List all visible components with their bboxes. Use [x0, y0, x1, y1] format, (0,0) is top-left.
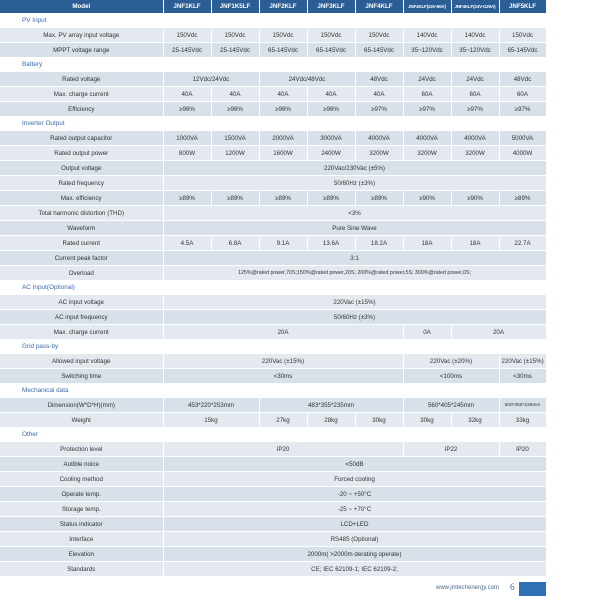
cell: ≥96% [163, 102, 211, 117]
cell: 35~120Vdc [403, 43, 451, 58]
table-row [0, 295, 546, 310]
row-label: Rated output capacitor [0, 131, 163, 146]
footer-website: www.jmtechenergy.com [436, 585, 499, 591]
row-label: Operate temp. [0, 487, 163, 502]
cell: 48Vdc [355, 72, 403, 87]
cell: ≥90% [403, 191, 451, 206]
section-row [0, 428, 546, 442]
cell: 140Vdc [403, 28, 451, 43]
cell: 4000W [499, 146, 546, 161]
cell: 4000VA [451, 131, 499, 146]
cell: 453*220*253mm [163, 398, 259, 413]
cell: ≥89% [355, 191, 403, 206]
table-row [0, 354, 546, 369]
row-label: Rated output power [0, 146, 163, 161]
model-col: JNF5KLF [499, 0, 546, 14]
cell: <3% [163, 206, 546, 221]
cell: 150Vdc [259, 28, 307, 43]
row-label: Overload [0, 266, 163, 281]
table-row [0, 146, 546, 161]
table-row [0, 251, 546, 266]
cell: 9.1A [259, 236, 307, 251]
table-row [0, 87, 546, 102]
table-row [0, 206, 546, 221]
cell: ≥96% [259, 102, 307, 117]
cell: 2000m( >2000m derating operate) [163, 547, 546, 562]
cell: 60A [451, 87, 499, 102]
section-ac-input: AC Input(Optional) [0, 281, 546, 295]
table-header-row [0, 0, 546, 14]
section-other: Other [0, 428, 546, 442]
cell: 65-145Vdc [355, 43, 403, 58]
cell: 150Vdc [499, 28, 546, 43]
cell: 40A [307, 87, 355, 102]
model-col: JNF1K5LF [211, 0, 259, 14]
row-label: Max. efficiency [0, 191, 163, 206]
cell: 4000VA [355, 131, 403, 146]
cell: 22.7A [499, 236, 546, 251]
cell: 65-145Vdc [259, 43, 307, 58]
cell: ≥96% [307, 102, 355, 117]
cell: ≥90% [451, 191, 499, 206]
cell: 18.2A [355, 236, 403, 251]
row-label: AC input voltage [0, 295, 163, 310]
row-label: Allowed input voltage [0, 354, 163, 369]
cell: Pure Sine Wave [163, 221, 546, 236]
cell: ≥97% [403, 102, 451, 117]
cell: 48Vdc [499, 72, 546, 87]
row-label: Total harmonic distortion (THD) [0, 206, 163, 221]
row-label: Max. PV array input voltage [0, 28, 163, 43]
cell: 24Vdc [403, 72, 451, 87]
cell: 20A [451, 325, 546, 340]
cell: 3000VA [307, 131, 355, 146]
row-label: Current peak factor [0, 251, 163, 266]
row-label: Cooling method [0, 472, 163, 487]
cell: 3200W [355, 146, 403, 161]
cell: 50/60Hz (±3%) [163, 310, 546, 325]
section-row [0, 14, 546, 28]
cell: 150Vdc [211, 28, 259, 43]
cell: 33kg [499, 413, 546, 428]
cell: ≥89% [307, 191, 355, 206]
cell: 4.5A [163, 236, 211, 251]
model-col: JNF1KLF [163, 0, 211, 14]
cell: ≥97% [451, 102, 499, 117]
cell: 40A [355, 87, 403, 102]
table-row [0, 236, 546, 251]
table-row [0, 161, 546, 176]
row-label: Efficiency [0, 102, 163, 117]
section-row [0, 340, 546, 354]
row-label: Status indicator [0, 517, 163, 532]
row-label: Weight [0, 413, 163, 428]
cell: 25-145Vdc [163, 43, 211, 58]
model-col: JNF3KLF [307, 0, 355, 14]
cell: 30kg [355, 413, 403, 428]
table-row [0, 487, 546, 502]
cell: IP20 [163, 442, 403, 457]
cell: 15kg [163, 413, 259, 428]
row-label: AC input frequency [0, 310, 163, 325]
cell: 6.8A [211, 236, 259, 251]
cell: IP22 [403, 442, 499, 457]
cell: 2000VA [259, 131, 307, 146]
table-row [0, 310, 546, 325]
row-label: Max. charge current [0, 325, 163, 340]
cell: 150Vdc [355, 28, 403, 43]
table-row [0, 221, 546, 236]
table-row [0, 191, 546, 206]
model-col: JNF4KLF [355, 0, 403, 14]
cell: ≥89% [259, 191, 307, 206]
cell: 560*405*245mm [403, 398, 499, 413]
row-label: Waveform [0, 221, 163, 236]
cell: ≥97% [499, 102, 546, 117]
section-battery: Battery [0, 58, 546, 72]
row-label: Elevation [0, 547, 163, 562]
cell: 27kg [259, 413, 307, 428]
table-row [0, 102, 546, 117]
cell: IP20 [499, 442, 546, 457]
cell: 20A [163, 325, 403, 340]
cell: ≥89% [211, 191, 259, 206]
cell: 65-145Vdc [307, 43, 355, 58]
cell: 800W [163, 146, 211, 161]
cell: 65-145Vdc [499, 43, 546, 58]
corner-accent-bar [519, 582, 546, 596]
cell: 220Vac/230Vac (±5%) [163, 161, 546, 176]
table-row [0, 517, 546, 532]
cell: 483*355*235mm [259, 398, 403, 413]
cell: ≥96% [211, 102, 259, 117]
section-row [0, 58, 546, 72]
cell: <30ms [163, 369, 403, 384]
cell: -25 ~ +70°C [163, 502, 546, 517]
cell: 32kg [451, 413, 499, 428]
row-label: Switching time [0, 369, 163, 384]
row-label: Interface [0, 532, 163, 547]
table-row [0, 457, 546, 472]
cell: 1000VA [163, 131, 211, 146]
table-row [0, 176, 546, 191]
page-number: 6 [510, 582, 515, 592]
row-label: Rated current [0, 236, 163, 251]
cell: <30ms [499, 369, 546, 384]
cell: 1500VA [211, 131, 259, 146]
cell: 1600W [259, 146, 307, 161]
cell: 220Vac (±15%) [499, 354, 546, 369]
section-row [0, 117, 546, 131]
table-row [0, 325, 546, 340]
table-row [0, 442, 546, 457]
row-label: Autible noice [0, 457, 163, 472]
cell: 24Vdc [451, 72, 499, 87]
table-row [0, 472, 546, 487]
section-grid-pass-by: Grid pass-by [0, 340, 546, 354]
cell: <50dB [163, 457, 546, 472]
cell: 13.6A [307, 236, 355, 251]
cell: 50/60Hz (±3%) [163, 176, 546, 191]
model-label: Model [0, 0, 163, 14]
row-label: Storage temp. [0, 502, 163, 517]
section-row [0, 281, 546, 295]
table-row [0, 532, 546, 547]
cell: 2400W [307, 146, 355, 161]
cell: -20 ~ +50°C [163, 487, 546, 502]
cell: 3:1 [163, 251, 546, 266]
cell: 40A [211, 87, 259, 102]
section-inverter: Inverter Output [0, 117, 546, 131]
row-label: Protection level [0, 442, 163, 457]
model-col: JNF4KLF(24V-60A) [403, 0, 451, 14]
cell: ≥97% [355, 102, 403, 117]
section-pv: PV Input [0, 14, 546, 28]
table-row [0, 398, 546, 413]
cell: 40A [163, 87, 211, 102]
row-label: Rated voltage [0, 72, 163, 87]
cell: <100ms [403, 369, 499, 384]
cell: Forced cooling [163, 472, 546, 487]
cell: 28kg [307, 413, 355, 428]
table-row [0, 131, 546, 146]
model-col: JNF2KLF [259, 0, 307, 14]
cell: 4000VA [403, 131, 451, 146]
cell: 3200W [403, 146, 451, 161]
cell: 18A [403, 236, 451, 251]
table-row [0, 562, 546, 577]
cell: 12Vdc/24Vdc [163, 72, 259, 87]
table-row [0, 72, 546, 87]
row-label: Rated frequency [0, 176, 163, 191]
model-col: JNF4KLF(24V-G20A) [451, 0, 499, 14]
row-label: Max. charge current [0, 87, 163, 102]
section-mechanical: Mechanical data [0, 384, 546, 398]
table-row [0, 369, 546, 384]
cell: CE; IEC 62109-1; IEC 62109-2; [163, 562, 546, 577]
cell: 500*355*235mm [499, 398, 546, 413]
cell: 30kg [403, 413, 451, 428]
cell: ≥89% [499, 191, 546, 206]
cell: RS485 (Optional) [163, 532, 546, 547]
cell: ≥89% [163, 191, 211, 206]
cell: 60A [499, 87, 546, 102]
table-row [0, 28, 546, 43]
cell: 220Vac (±20%) [403, 354, 499, 369]
row-label: Dimension(W*D*H)(mm) [0, 398, 163, 413]
cell: 18A [451, 236, 499, 251]
table-row [0, 547, 546, 562]
cell: 140Vdc [451, 28, 499, 43]
cell: 60A [403, 87, 451, 102]
cell: 220Vac (±15%) [163, 295, 546, 310]
cell: 220Vac (±15%) [163, 354, 403, 369]
section-row [0, 384, 546, 398]
cell: 3200W [451, 146, 499, 161]
row-label: Output voltage [0, 161, 163, 176]
cell: 150Vdc [163, 28, 211, 43]
row-label: MPPT voltage range [0, 43, 163, 58]
cell: 25-145Vdc [211, 43, 259, 58]
cell: 40A [259, 87, 307, 102]
row-label: Standards [0, 562, 163, 577]
cell: 0A [403, 325, 451, 340]
cell: 150Vdc [307, 28, 355, 43]
cell: LCD+LED [163, 517, 546, 532]
table-row [0, 413, 546, 428]
cell: 1200W [211, 146, 259, 161]
cell: 24Vdc/48Vdc [259, 72, 355, 87]
table-row [0, 266, 546, 281]
table-row [0, 43, 546, 58]
cell: 125%@rated power,70S;150%@rated power,20S; 200%@rated power,5S; 300%@rated power,0S; [163, 266, 546, 281]
cell: 35~120Vdc [451, 43, 499, 58]
cell: 5000VA [499, 131, 546, 146]
table-row [0, 502, 546, 517]
